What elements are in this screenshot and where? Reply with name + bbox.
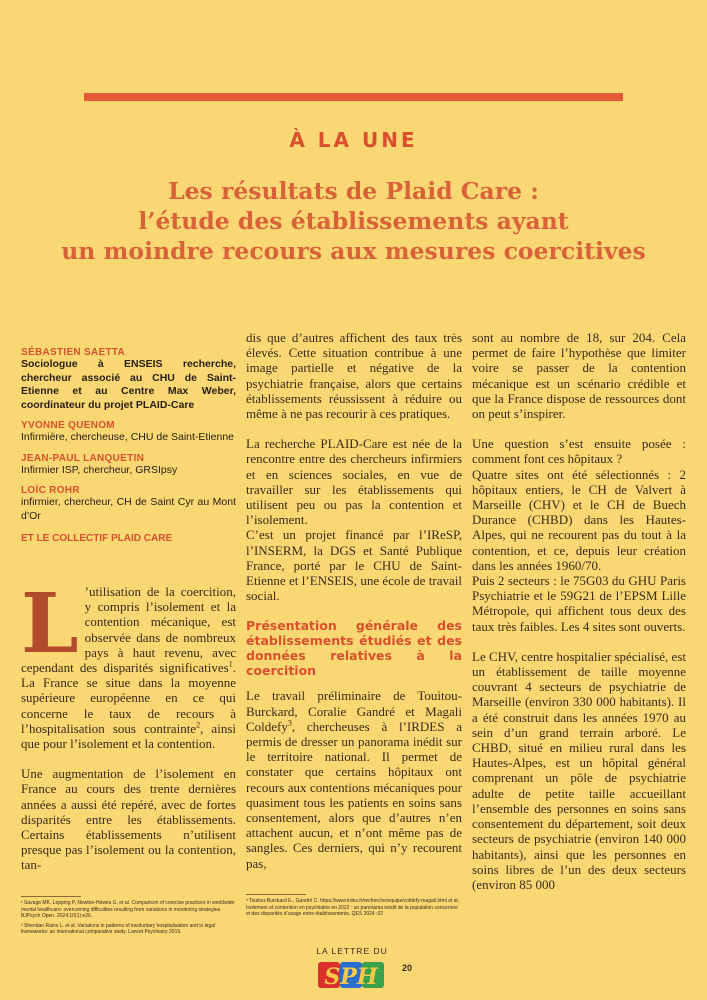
paragraph: Une question s’est ensuite posée : comment font ces hôpitaux ? (472, 436, 686, 467)
sph-logo (312, 944, 398, 994)
author-name: SÉBASTIEN SAETTA (21, 347, 126, 358)
headline-line-2: l’étude des établissements ayant (138, 207, 569, 235)
author-block (21, 347, 236, 544)
top-accent-bar (84, 93, 623, 101)
headline-line-1: Les résultats de Plaid Care : (168, 177, 539, 205)
paragraph-part: , chercheuses à l’IRDES a permis de dresser un panorama inédit sur le territoire national. Il permet de constater que certains hôpitaux ont recours aux contentions mécaniques pour quasiment tous les patients en soins sans consentement, alors que d’autres n’en attachent aucun, et n’ont même pas de sangles. Ces derniers, qui n’y recourent pas, (246, 718, 462, 871)
paragraph: Puis 2 secteurs : le 75G03 du GHU Paris Psychiatrie et le 59G21 de l’EPSM Lille Métropole, qui affichent tous deux des taux très faibles. Les 4 sites sont ouverts. (472, 573, 686, 634)
footnote-rule (246, 894, 306, 895)
lead-paragraph-part-2: . La France se situe dans la moyenne supérieure européenne en ce qui concerne le taux de recours à l’hospitalisation sous contrainte (21, 660, 236, 736)
column-2 (246, 330, 462, 871)
paragraph: Une augmentation de l’isolement en France au cours des trente dernières années a aussi été repéré, avec de fortes disparités entre les établissements. Certains établissements n’utilisent presque pas l’isolement ou la contention, tan- (21, 766, 236, 873)
paragraph-part: Le travail préliminaire de Touitou-Burckard, Coralie Gandré et Magali Coldefy (246, 688, 462, 734)
lead-paragraph-part-3: , ainsi que pour l’isolement et la contention. (21, 720, 236, 752)
author-name: JEAN-PAUL LANQUETIN (21, 452, 145, 464)
footnote-rule (21, 896, 81, 897)
footnote-ref-1: 1 (228, 659, 233, 669)
section-rubric: À LA UNE (289, 128, 418, 152)
author-role: Infirmier ISP, chercheur, GRSIpsy (21, 463, 178, 476)
author-role: Sociologue à ENSEIS recherche, chercheur associé au CHU de Saint-Etienne et au Centre Max Weber, coordinateur du projet PLAID-Care (21, 358, 236, 411)
footnote-1: ¹ Savage MK, Lepping P, Newton-Howes G, et al. Comparison of coercive practices in worldwide mental healthcare: overcoming difficulties resulting from variations in monitoring strategies. BJPsych Open. 2024;10(1):e26. (21, 900, 235, 919)
author-name: LOÏC ROHR (21, 485, 80, 496)
column-3 (472, 330, 686, 892)
collective-credit: ET LE COLLECTIF PLAID CARE (21, 533, 173, 544)
paragraph: C’est un projet financé par l’IReSP, l’INSERM, la DGS et Santé Publique France, porté par le CHU de Saint-Etienne et l’ENSEIS, une école de travail social. (246, 527, 462, 604)
headline-line-3: un moindre recours aux mesures coercitives (61, 237, 646, 265)
author-name: YVONNE QUENOM (21, 420, 115, 431)
article-headline (0, 176, 707, 266)
footnote-ref-2: 2 (196, 720, 201, 730)
paragraph: sont au nombre de 18, sur 204. Cela permet de faire l’hypothèse que limiter voire se passer de la contention mécanique est un scénario crédible et que la France dispose de ressources dont on peut s’inspirer. (472, 330, 686, 422)
sph-logo-text: SPH (324, 964, 378, 990)
column-1 (21, 330, 236, 873)
author-role: Infirmière, chercheuse, CHU de Saint-Etienne (21, 431, 235, 443)
lead-text (21, 576, 236, 873)
footnotes-left (21, 900, 236, 936)
paragraph: Quatre sites ont été sélectionnés : 2 hôpitaux entiers, le CH de Valvert à Marseille (CHV) et le CH de Buech Durance (CHBD) dans les Hautes-Alpes, qui ne recourent pas du tout à la contention, et ce, depuis leur création dans les années 1960/70. (472, 466, 686, 573)
footnote-ref-3: 3 (287, 718, 292, 728)
footnote-2: ² Sheridan Rains L. et al. Variations in patterns of involuntary hospitalisation and in legal frameworks: an international comparative study. Lancet Psychiatry 2019. (21, 922, 216, 935)
footnotes-center (246, 898, 462, 918)
author-role: infirmier, chercheur, CH de Saint Cyr au Mont d’Or (21, 496, 236, 522)
footnote-3: ³ Touitou-Burckard E., Gandré C. https://www.irdes.fr/recherche/equipe/coldefy-magali.html et al. Isolement et contention en psychiatrie en 2022 : un panorama inédit de la population concernée et des disparités d’usage entre établissements. QES 2024 ;02 (246, 898, 460, 917)
section-heading: Présentation générale des établissements étudiés et des données relatives à la coercition (246, 618, 462, 679)
paragraph: dis que d’autres affichent des taux très élevés. Cette situation contribue à une image partielle et négative de la psychiatrie française, alors que certains établissements réussissent à réduire ou même à ne pas recourir à ces pratiques. (246, 330, 462, 422)
paragraph: La recherche PLAID-Care est née de la rencontre entre des chercheurs infirmiers et en sciences sociales, en vue de travailler sur les établissements qui utilisent peu ou pas la contention et l’isolement. (246, 436, 462, 528)
footer-kicker: LA LETTRE DU (316, 946, 388, 956)
paragraph: Le CHV, centre hospitalier spécialisé, est un établissement de taille moyenne couvrant 4 secteurs de psychiatrie de Marseille (environ 330 000 habitants). Il a été construit dans les années 1970 au sein d’un grand terrain arboré. Le CHBD, situé en milieu rural dans les Hautes-Alpes, est un hôpital général comprenant un pôle de psychiatrie adulte de petite taille accueillant l’ensemble des personnes en soins sans consentement du département, soit deux secteurs de psychiatrie (environ 140 000 habitants), ainsi que les personnes en soins libres de l’un des deux secteurs (environ 85 000 (472, 648, 686, 892)
page-number: 20 (402, 963, 413, 973)
lead-paragraph-part-1: ’utilisation de la coercition, y compris l’isolement et la contention mécanique, est observée dans de nombreux pays à haut revenu, avec cependant des disparités significatives (21, 584, 236, 676)
drop-cap: L (21, 576, 79, 672)
paragraph (246, 688, 462, 870)
